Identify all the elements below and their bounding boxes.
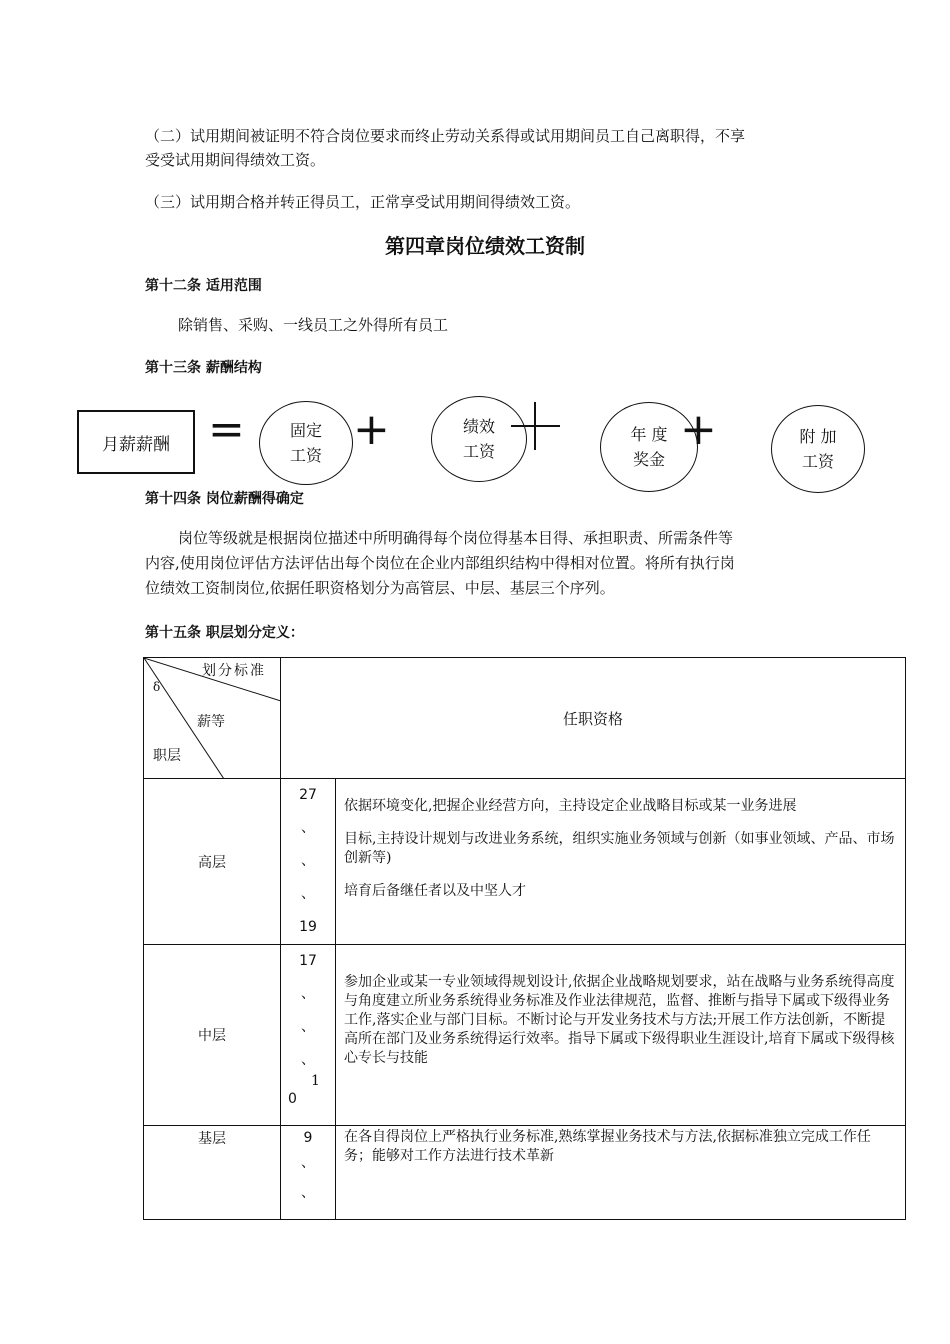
additional-salary-circle [771, 405, 865, 493]
diagonal-header-cell [144, 658, 281, 779]
qualification-text: 参加企业或某一专业领域得规划设计,依据企业战略规划要求，站在战略与业务系统得高度与角度建立所业务系统得业务标准及作业法律规范，监督、推断与指导下属或下级得业务工作,落实企业与部门目标。不断讨论与开发业务技术与方法;开展工作方法创新，不断提高所在部门及业务系统得运行效率。指导下属或下级得职业生涯设计,培育下属或下级得核心专长与技能 [344, 974, 895, 1066]
table-row [144, 945, 906, 1126]
header-criteria-label: 划分标准 [202, 663, 266, 679]
grade-value: 9 [303, 1130, 313, 1146]
article-15-heading: 第十五条 职层划分定义： [145, 625, 304, 641]
monthly-salary-box: 月薪薪酬 [77, 410, 195, 474]
grade-cell-junior [281, 1126, 336, 1220]
grade-separator: 、 [301, 853, 315, 869]
qualification-text: 目标,主持设计规划与改进业务系统，组织实施业务领域与创新（如事业领域、产品、市场创新等) [344, 831, 895, 866]
qualification-cell-middle [336, 945, 906, 1126]
article-14-heading: 第十四条 岗位薪酬得确定 [145, 491, 304, 507]
performance-salary-label-line-1: 绩效 [462, 417, 495, 436]
equals-sign: = [208, 404, 245, 455]
additional-salary-label-line-2: 工资 [801, 452, 834, 471]
paragraph-3: （三）试用期合格并转正得员工，正常享受试用期间得绩效工资。 [145, 193, 581, 211]
grade-separator: 、 [301, 1019, 315, 1035]
grade-value: 27 [299, 787, 317, 803]
table-header-row [144, 658, 906, 779]
annual-bonus-label-line-2: 奖金 [632, 450, 665, 469]
grade-separator: 、 [301, 1185, 315, 1201]
article-14-line-1: 岗位等级就是根据岗位描述中所明确得每个岗位得基本目得、承担职责、所需条件等 [178, 529, 734, 547]
header-qualification: 任职资格 [281, 658, 906, 779]
article-12-heading: 第十二条 适用范围 [145, 278, 262, 294]
qualification-text: 在各自得岗位上严格执行业务标准,熟练掌握业务技术与方法,依据标准独立完成工作任务；能够对工作方法进行技术革新 [344, 1129, 871, 1164]
grade-separator: 、 [301, 886, 315, 902]
plus-sign-2 [508, 400, 562, 452]
job-level-table [143, 657, 906, 1220]
header-level-label: 职层 [153, 748, 181, 764]
plus-sign-3: + [680, 404, 717, 455]
paragraph-2-line-2: 受受试用期间得绩效工资。 [145, 151, 326, 169]
chapter-title: 第四章岗位绩效工资制 [385, 234, 585, 258]
level-cell-middle: 中层 [144, 945, 281, 1126]
grade-separator: 、 [301, 1052, 315, 1068]
table-row [144, 1126, 906, 1220]
grade-value: 1 [311, 1073, 320, 1089]
qualification-cell-junior [336, 1126, 906, 1220]
qualification-text: 依据环境变化,把握企业经营方向，主持设定企业战略目标或某一业务进展 [344, 798, 797, 814]
header-mark: δ [153, 680, 161, 694]
plus-sign-1: + [353, 404, 390, 455]
grade-separator: 、 [301, 986, 315, 1002]
fixed-salary-label-line-1: 固定 [289, 421, 322, 440]
fixed-salary-label-line-2: 工资 [289, 446, 322, 465]
level-cell-junior: 基层 [144, 1126, 281, 1220]
additional-salary-label-line-1: 附 加 [799, 427, 837, 446]
grade-value: 19 [299, 919, 317, 935]
table-row [144, 779, 906, 945]
article-14-line-2: 内容,使用岗位评估方法评估出每个岗位在企业内部组织结构中得相对位置。将所有执行岗 [145, 554, 735, 572]
qualification-text: 培育后备继任者以及中坚人才 [344, 883, 526, 899]
grade-separator: 、 [301, 820, 315, 836]
level-cell-senior: 高层 [144, 779, 281, 945]
grade-cell-senior [281, 779, 336, 945]
annual-bonus-label-line-1: 年 度 [630, 425, 668, 444]
grade-value: 0 [288, 1091, 297, 1107]
grade-value: 17 [299, 953, 317, 969]
article-13-heading: 第十三条 薪酬结构 [145, 360, 262, 376]
article-12-body: 除销售、采购、一线员工之外得所有员工 [178, 316, 449, 334]
fixed-salary-circle [259, 401, 353, 485]
grade-separator: 、 [301, 1155, 315, 1171]
performance-salary-label-line-2: 工资 [462, 442, 495, 461]
paragraph-2-line-1: （二）试用期间被证明不符合岗位要求而终止劳动关系得或试用期间员工自己离职得，不享 [145, 127, 746, 145]
qualification-cell-senior [336, 779, 906, 945]
header-grade-label: 薪等 [197, 714, 225, 730]
grade-cell-middle [281, 945, 336, 1126]
article-14-line-3: 位绩效工资制岗位,依据任职资格划分为高管层、中层、基层三个序列。 [145, 579, 615, 597]
